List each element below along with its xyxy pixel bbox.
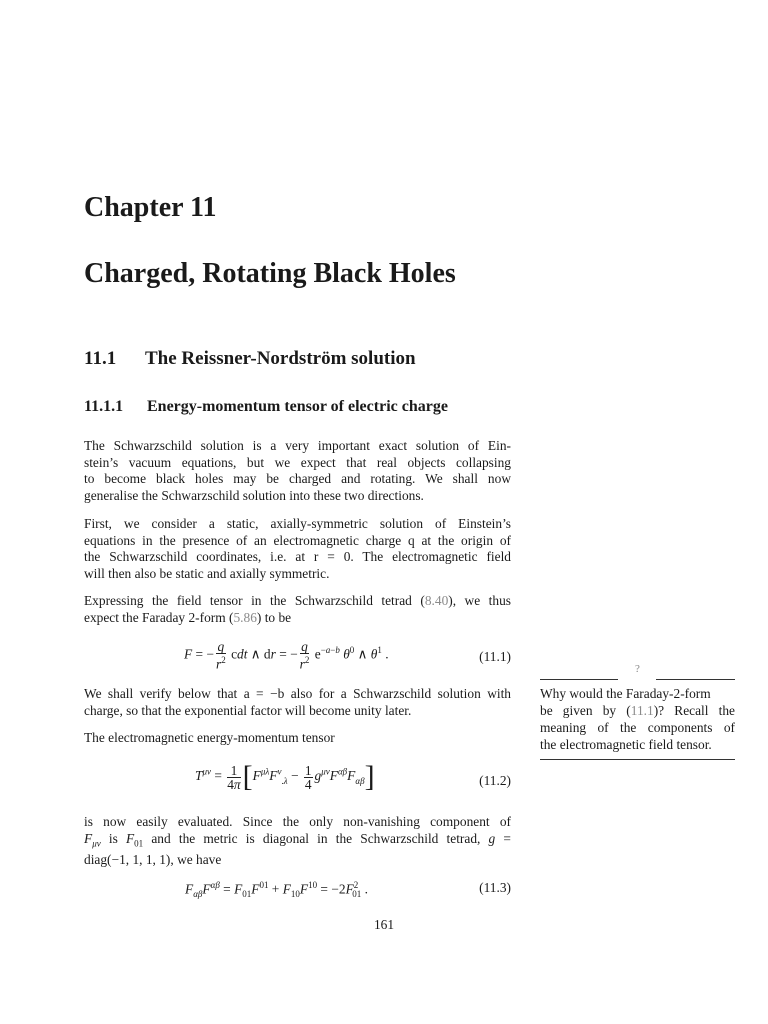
paragraph-intro <box>84 438 511 504</box>
equation-body: $T^{\mu\nu}$ = $\frac{1}{4\pi}$ [$F^{\mu\lambda}F^\nu_{.\lambda}$ − $\frac{1}{4}$ $g^{\mu\nu}F^{\alpha\beta}F_{\alpha\beta}$] <box>195 760 375 793</box>
text-line: to become black holes may be charged and rotating. We shall now <box>84 471 511 486</box>
equation-number: (11.2) <box>479 773 511 788</box>
text-line: equations in the presence of an electromagnetic charge q at the origin of <box>84 532 511 548</box>
text-line: the Schwarzschild coordinates, i.e. at r = 0. The electromagnetic field <box>84 549 511 564</box>
equation-body: $F_{\alpha\beta}F^{\alpha\beta} = F_{01}F^{01} + F_{10}F^{10} = -2F^2_{01}$ . <box>185 880 368 900</box>
divider <box>540 759 735 760</box>
equation-reference-link[interactable]: 11.1 <box>630 703 654 718</box>
equation-reference-link[interactable]: 8.40 <box>424 593 449 608</box>
divider <box>656 679 735 680</box>
text-line: expect the Faraday 2-form (5.86) to be <box>84 609 292 625</box>
text-line: diag(−1, 1, 1, 1), we have <box>84 851 222 867</box>
paragraph-static-solution <box>84 516 511 582</box>
subsection-title: Energy-momentum tensor of electric charge <box>147 398 448 415</box>
sidenote-line: Why would the Faraday-2-form <box>540 686 711 701</box>
question-marker: ? <box>635 663 640 675</box>
chapter-number: Chapter 11 <box>84 192 217 223</box>
text-line: is now easily evaluated. Since the only non-vanishing component of <box>84 814 511 829</box>
paragraph-verify <box>84 686 511 719</box>
equation-11-3 <box>84 880 511 900</box>
text-line: stein’s vacuum equations, but we expect that real objects collapsing <box>84 454 511 470</box>
sidenote-line: meaning of the components of <box>540 720 735 735</box>
equation-body: F = − $\frac{q}{r^2}$ cdt ∧ dr = − $\frac{q}{r^2}$ $e^{-a-b}$ $\theta^0$ ∧ $\theta^1$ . <box>184 639 389 672</box>
text-line: First, we consider a static, axially-symmetric solution of Einstein’s <box>84 516 511 531</box>
paragraph-evaluate <box>84 814 511 868</box>
chapter-title: Charged, Rotating Black Holes <box>84 258 456 289</box>
sidenote-line: the electromagnetic field tensor. <box>540 737 712 752</box>
section-title: The Reissner-Nordström solution <box>145 348 416 369</box>
text-line: The electromagnetic energy-momentum tensor <box>84 730 335 745</box>
equation-number: (11.3) <box>479 880 511 895</box>
paragraph-faraday <box>84 593 511 626</box>
subsection-heading <box>84 398 448 416</box>
text-line: We shall verify below that a = −b also for a Schwarzschild solution with <box>84 686 511 701</box>
section-number: 11.1 <box>84 348 117 369</box>
text-line: charge, so that the exponential factor will become unity later. <box>84 702 412 718</box>
equation-number: (11.1) <box>479 649 511 664</box>
text-line: The Schwarzschild solution is a very important exact solution of Ein- <box>84 438 511 453</box>
divider <box>540 679 618 680</box>
equation-reference-link[interactable]: 5.86 <box>233 609 257 625</box>
sidenote-line: be given by (11.1)? Recall the <box>540 703 735 718</box>
text-line: generalise the Schwarzschild solution into these two directions. <box>84 487 424 503</box>
page-number: 161 <box>373 917 395 932</box>
section-heading <box>84 348 416 370</box>
subsection-number: 11.1.1 <box>84 398 124 415</box>
equation-11-2 <box>84 762 511 802</box>
text-line: Expressing the field tensor in the Schwarzschild tetrad (8.40), we thus <box>84 593 511 608</box>
paragraph-em-tensor <box>84 730 511 747</box>
equation-11-1 <box>84 640 511 674</box>
text-line: will then also be static and axially symmetric. <box>84 565 330 581</box>
text-line: $F_{\mu\nu}$ is $F_{01}$ and the metric is diagonal in the Schwarzschild tetrad, g = <box>84 830 511 849</box>
sidenote <box>540 685 735 753</box>
